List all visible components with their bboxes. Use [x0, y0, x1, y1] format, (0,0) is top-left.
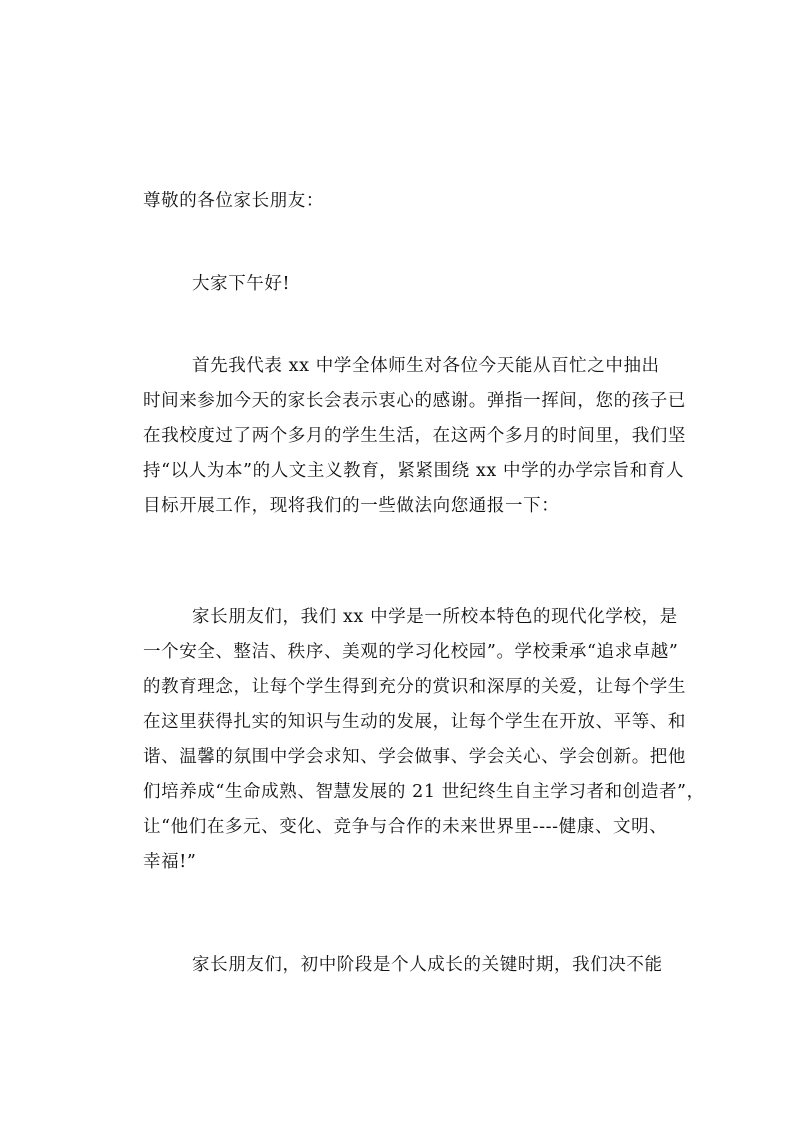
- paragraph-line: 让“他们在多元、变化、竞争与合作的未来世界里----健康、文明、: [143, 817, 668, 837]
- salutation: 尊敬的各位家长朋友：: [143, 191, 324, 211]
- paragraph-line: 持“以人为本”的人文主义教育，紧紧围绕 xx 中学的办学宗旨和育人: [143, 461, 685, 481]
- paragraph-line: 幸福!”: [143, 852, 197, 872]
- paragraph-line: 目标开展工作，现将我们的一些做法向您通报一下：: [143, 496, 560, 516]
- greeting: 大家下午好!: [192, 274, 291, 294]
- paragraph-line: 在这里获得扎实的知识与生动的发展，让每个学生在开放、平等、和: [143, 712, 686, 732]
- paragraph-line: 一个安全、整洁、秩序、美观的学习化校园”。学校秉承“追求卓越”: [143, 642, 679, 662]
- paragraph-line: 谐、温馨的氛围中学会求知、学会做事、学会关心、学会创新。把他: [143, 747, 686, 767]
- paragraph-line: 们培养成“生命成熟、智慧发展的 21 世纪终生自主学习者和创造者”，: [143, 782, 705, 802]
- paragraph-line: 的教育理念，让每个学生得到充分的赏识和深厚的关爱，让每个学生: [143, 677, 686, 697]
- paragraph-line: 家长朋友们，我们 xx 中学是一所校本特色的现代化学校，是: [192, 607, 678, 627]
- paragraph-line: 首先我代表 xx 中学全体师生对各位今天能从百忙之中抽出: [192, 356, 660, 376]
- paragraph-line: 在我校度过了两个多月的学生生活，在这两个多月的时间里，我们坚: [143, 426, 686, 446]
- paragraph-line: 家长朋友们，初中阶段是个人成长的关键时期，我们决不能: [192, 955, 663, 975]
- paragraph-line: 时间来参加今天的家长会表示衷心的感谢。弹指一挥间，您的孩子已: [143, 391, 686, 411]
